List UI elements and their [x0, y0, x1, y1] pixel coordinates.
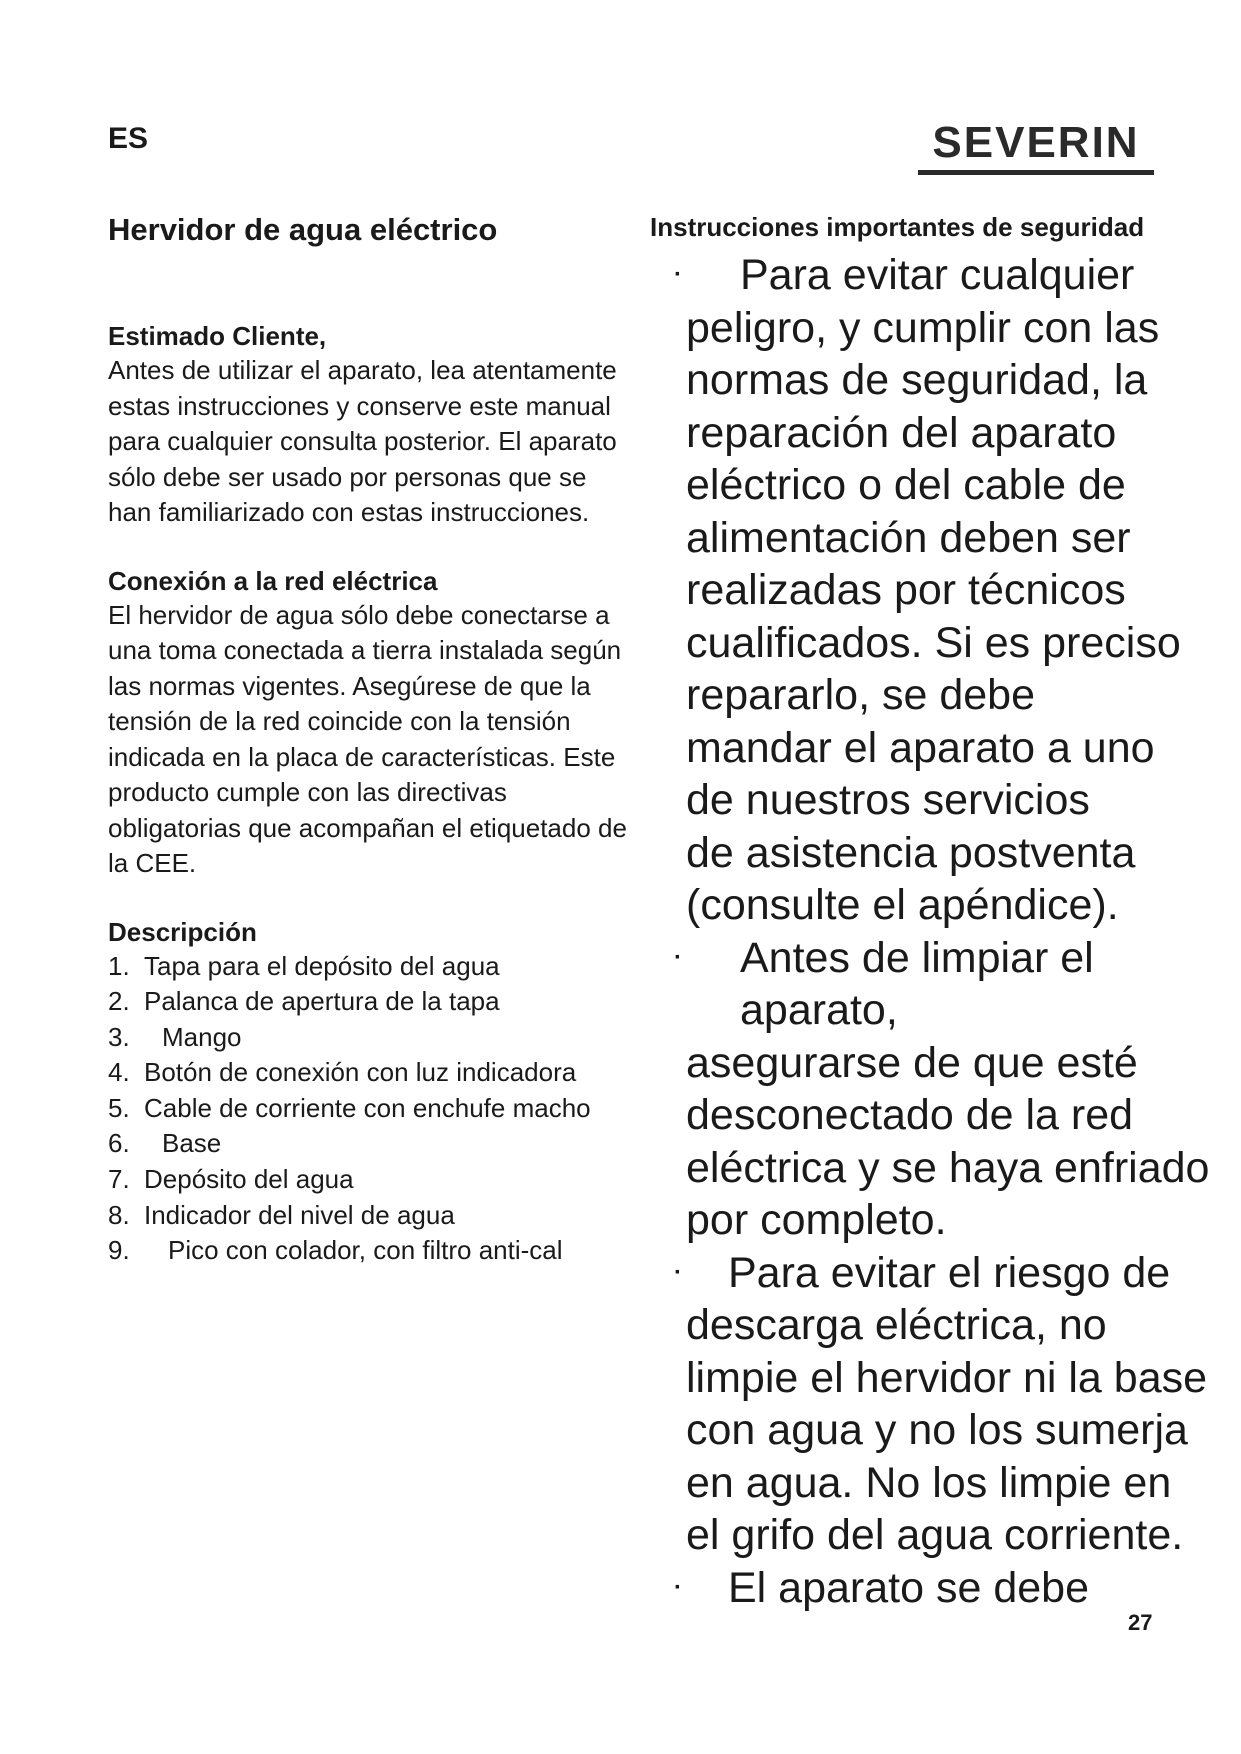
- list-item-number: 8.: [108, 1199, 130, 1230]
- language-code: ES: [108, 122, 149, 155]
- description-list: [108, 949, 628, 1269]
- bullet-icon: ·: [674, 1573, 682, 1601]
- safety-line: desconectado de la red: [686, 1091, 1134, 1139]
- safety-line: peligro, y cumplir con las: [686, 303, 1160, 352]
- safety-item-continued: [650, 1562, 1230, 1615]
- safety-line: repararlo, se debe: [686, 671, 1035, 719]
- bullet-icon: ·: [674, 261, 682, 288]
- list-item: [108, 949, 628, 985]
- list-item-number: 9.: [108, 1235, 130, 1266]
- safety-line: con agua y no los sumerja: [686, 1406, 1188, 1454]
- safety-line: El aparato se debe: [728, 1563, 1089, 1612]
- safety-line: descarga eléctrica, no: [686, 1301, 1107, 1349]
- safety-line: Para evitar cualquier: [740, 251, 1135, 299]
- list-item-number: 2.: [108, 986, 130, 1017]
- list-item-text: Pico con colador, con filtro anti-cal: [168, 1235, 563, 1266]
- list-item-number: 6.: [108, 1128, 130, 1159]
- safety-line: (consulte el apéndice).: [686, 881, 1119, 929]
- list-item: [108, 984, 628, 1020]
- connection-paragraph: El hervidor de agua sólo debe conectarse a una toma conectada a tierra instalada según las normas vigentes. Asegúrese de que la tensión de la red coincide con la tensión indicada en la placa de características. Este producto cumple con las directivas obligatorias que acompañan el etiquetado de la CEE.: [108, 599, 627, 878]
- safety-line: de asistencia postventa: [686, 828, 1136, 877]
- list-item-text: Indicador del nivel de agua: [144, 1199, 455, 1230]
- safety-line: Antes de limpiar el aparato,: [740, 933, 1094, 1034]
- list-item-number: 1.: [108, 950, 130, 981]
- safety-line: cualificados. Si es preciso: [686, 618, 1181, 667]
- right-column: [650, 212, 1230, 1614]
- left-column: [108, 212, 628, 1269]
- greeting-paragraph: Antes de utilizar el aparato, lea atentamente estas instrucciones y conserve este manual para cualquier consulta posterior. El aparato sólo debe ser usado por personas que se han familiarizado con estas instrucciones.: [108, 355, 617, 527]
- safety-line: reparación del aparato: [686, 408, 1117, 457]
- safety-line: mandar el aparato a uno: [686, 723, 1155, 772]
- brand-logo: SEVERIN: [918, 120, 1154, 175]
- list-item-text: Depósito del agua: [144, 1164, 354, 1195]
- greeting-heading: Estimado Cliente,: [108, 321, 327, 351]
- list-item-text: Tapa para el depósito del agua: [144, 950, 500, 981]
- document-title: Hervidor de agua eléctrico: [108, 212, 498, 247]
- safety-line: de nuestros servicios: [686, 776, 1090, 824]
- list-item-text: Botón de conexión con luz indicadora: [144, 1057, 577, 1088]
- safety-line: por completo.: [686, 1196, 947, 1244]
- bullet-icon: ·: [674, 943, 682, 971]
- page-number: 27: [1128, 1610, 1153, 1635]
- list-item-text: Palanca de apertura de la tapa: [144, 986, 500, 1017]
- connection-heading: Conexión a la red eléctrica: [108, 565, 438, 596]
- description-heading: Descripción: [108, 916, 257, 947]
- safety-item-repair: [650, 249, 1230, 932]
- safety-line: alimentación deben ser: [686, 513, 1131, 562]
- safety-line: normas de seguridad, la: [686, 356, 1148, 404]
- list-item: [108, 1233, 628, 1269]
- safety-item-shock: [650, 1247, 1230, 1562]
- list-item: [108, 1126, 628, 1162]
- list-item-number: 5.: [108, 1092, 130, 1123]
- safety-line: el grifo del agua corriente.: [686, 1511, 1184, 1559]
- safety-line: limpie el hervidor ni la base: [686, 1353, 1208, 1402]
- list-item-number: 7.: [108, 1164, 130, 1195]
- safety-item-cleaning: [650, 932, 1230, 1247]
- safety-line: en agua. No los limpie en: [686, 1458, 1172, 1507]
- safety-line: realizadas por técnicos: [686, 566, 1126, 614]
- safety-line: eléctrico o del cable de: [686, 461, 1126, 509]
- safety-heading: Instrucciones importantes de seguridad: [650, 212, 1145, 242]
- list-item: [108, 1055, 628, 1091]
- bullet-icon: ·: [674, 1258, 682, 1286]
- list-item-text: Cable de corriente con enchufe macho: [144, 1092, 591, 1123]
- list-item-text: Mango: [162, 1021, 242, 1052]
- list-item: [108, 1020, 628, 1056]
- list-item: [108, 1198, 628, 1234]
- list-item: [108, 1091, 628, 1127]
- safety-line: eléctrica y se haya enfriado: [686, 1143, 1210, 1192]
- safety-line: Para evitar el riesgo de: [728, 1248, 1171, 1297]
- safety-line: asegurarse de que esté: [686, 1038, 1138, 1087]
- list-item: [108, 1162, 628, 1198]
- list-item-number: 3.: [108, 1021, 130, 1052]
- list-item-text: Base: [162, 1128, 222, 1159]
- list-item-number: 4.: [108, 1057, 130, 1088]
